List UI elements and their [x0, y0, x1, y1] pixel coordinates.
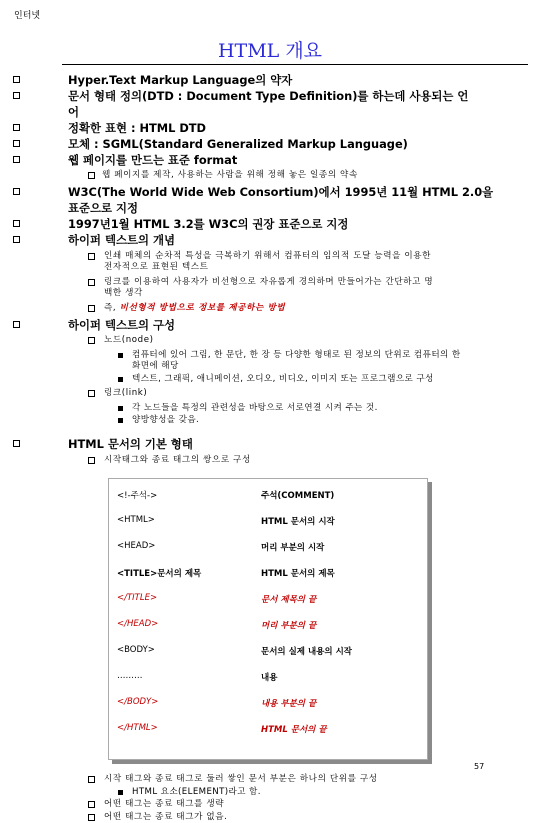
checkbox-bullet-icon	[13, 92, 20, 99]
table-row	[117, 541, 427, 561]
desc-cell: 머리 부분의 시작	[261, 541, 324, 553]
sub-list-item: 링크를 이용하여 사용자가 비선형으로 자유롭게 경의하며 만들어가는 간단하고 명 백한 생각	[104, 277, 540, 300]
checkbox-bullet-icon	[13, 236, 20, 243]
tag-cell: <TITLE>문서의 제목	[117, 567, 201, 579]
square-bullet-icon	[118, 406, 123, 411]
table-row	[117, 489, 427, 509]
checkbox-bullet-icon	[13, 124, 20, 131]
sub-list-item: 링크(link)	[104, 388, 540, 400]
tag-cell: ………	[117, 671, 143, 681]
table-row	[117, 619, 427, 639]
checkbox-bullet-icon	[88, 279, 95, 286]
sub-list-item: 시작 태그와 종료 태그로 둘러 쌓인 문서 부분은 하나의 단위를 구성	[104, 774, 540, 786]
list-item: 웹 페이지를 만드는 표준 format	[68, 152, 540, 168]
square-bullet-icon	[118, 790, 123, 795]
sub-list-item: 시작태그와 종료 태그의 쌍으로 구성	[104, 455, 540, 467]
table-row	[117, 567, 427, 587]
desc-cell: 문서 제목의 끝	[261, 593, 316, 605]
sub-list-item: 어떤 태그는 종료 태그를 생략	[104, 799, 540, 811]
desc-cell: 머리 부분의 끝	[261, 619, 316, 631]
checkbox-bullet-icon	[88, 172, 95, 179]
checkbox-bullet-icon	[13, 140, 20, 147]
list-item: W3C(The World Wide Web Consortium)에서 1995년 11월 HTML 2.0을 표준으로 지정	[68, 184, 540, 216]
table-row	[117, 645, 427, 665]
checkbox-bullet-icon	[13, 321, 20, 328]
table-body	[108, 478, 428, 760]
sub-list-item: 노드(node)	[104, 335, 540, 347]
tag-table	[108, 478, 428, 760]
tag-cell: <BODY>	[117, 645, 155, 655]
desc-cell: HTML 문서의 제목	[261, 567, 335, 579]
checkbox-bullet-icon	[13, 220, 20, 227]
table-row	[117, 723, 427, 743]
tag-cell: <!-주석->	[117, 489, 157, 501]
checkbox-bullet-icon	[88, 801, 95, 808]
list-item: 모체 : SGML(Standard Generalized Markup Language)	[68, 136, 540, 152]
table-row	[117, 697, 427, 717]
desc-cell: HTML 문서의 시작	[261, 515, 335, 527]
main-content	[0, 72, 540, 823]
checkbox-bullet-icon	[88, 390, 95, 397]
square-bullet-icon	[118, 353, 123, 358]
sub-list-item: 인쇄 매체의 순차적 특성을 극복하기 위해서 컴퓨터의 임의적 도달 능력을 이용한 전자적으로 표현된 텍스트	[104, 251, 540, 274]
checkbox-bullet-icon	[88, 253, 95, 260]
desc-cell: 문서의 실제 내용의 시작	[261, 645, 352, 657]
desc-cell: HTML 문서의 끝	[261, 723, 327, 735]
running-header: 인터넷	[14, 8, 40, 21]
table-row	[117, 515, 427, 535]
tag-cell: </BODY>	[117, 697, 158, 707]
list-item: 1997년1월 HTML 3.2를 W3C의 권장 표준으로 지정	[68, 216, 540, 232]
desc-cell: 내용	[261, 671, 277, 683]
tag-cell: </TITLE>	[117, 593, 157, 603]
tag-cell: <HTML>	[117, 515, 155, 525]
emphasis-text: 비선형적 방법으로 정보를 제공하는 방법	[120, 303, 286, 313]
desc-cell: 주석(COMMENT)	[261, 489, 334, 501]
checkbox-bullet-icon	[88, 305, 95, 312]
checkbox-bullet-icon	[88, 814, 95, 821]
square-bullet-icon	[118, 377, 123, 382]
checkbox-bullet-icon	[88, 337, 95, 344]
checkbox-bullet-icon	[13, 156, 20, 163]
square-bullet-icon	[118, 418, 123, 423]
list-item: 문서 형태 정의(DTD : Document Type Definition)를 하는데 사용되는 언 어	[68, 88, 540, 120]
list-item: 하이퍼 텍스트의 구성	[68, 317, 540, 333]
tag-cell: </HEAD>	[117, 619, 158, 629]
tag-cell: </HTML>	[117, 723, 158, 733]
checkbox-bullet-icon	[13, 188, 20, 195]
sub-list-item: 어떤 태그는 종료 태그가 없음.	[104, 812, 540, 823]
list-item: Hyper.Text Markup Language의 약자	[68, 72, 540, 88]
checkbox-bullet-icon	[13, 76, 20, 83]
title-rule	[62, 64, 528, 65]
sub-sub-list-item: 양방향성을 갖음.	[132, 415, 540, 427]
list-item: 정확한 표현 : HTML DTD	[68, 120, 540, 136]
sub-sub-list-item: 컴퓨터에 있어 그림, 한 문단, 한 장 등 다양한 형태로 된 정보의 단위로 컴퓨터의 한 화면에 해당	[132, 350, 540, 373]
checkbox-bullet-icon	[13, 440, 20, 447]
table-row	[117, 593, 427, 613]
checkbox-bullet-icon	[88, 457, 95, 464]
sub-list-item: 웹 페이지를 제작, 사용하는 사람을 위해 정해 놓은 일종의 약속	[102, 170, 540, 182]
page-title: HTML 개요	[0, 36, 540, 63]
sub-sub-list-item: 텍스트, 그래픽, 애니메이션, 오디오, 비디오, 이미지 또는 프로그램으로 구성	[132, 374, 540, 386]
sub-list-item: 즉, 비선형적 방법으로 정보를 제공하는 방법	[104, 303, 540, 315]
page-number: 57	[474, 762, 484, 771]
table-row	[117, 671, 427, 691]
list-item: HTML 문서의 기본 형태	[68, 436, 540, 452]
sub-sub-list-item: HTML 요소(ELEMENT)라고 함.	[132, 787, 540, 799]
sub-sub-list-item: 각 노드들을 특정의 관련성을 바탕으로 서로연결 시켜 주는 것.	[132, 403, 540, 415]
desc-cell: 내용 부분의 끝	[261, 697, 316, 709]
tag-cell: <HEAD>	[117, 541, 155, 551]
list-item: 하이퍼 텍스트의 개념	[68, 232, 540, 248]
